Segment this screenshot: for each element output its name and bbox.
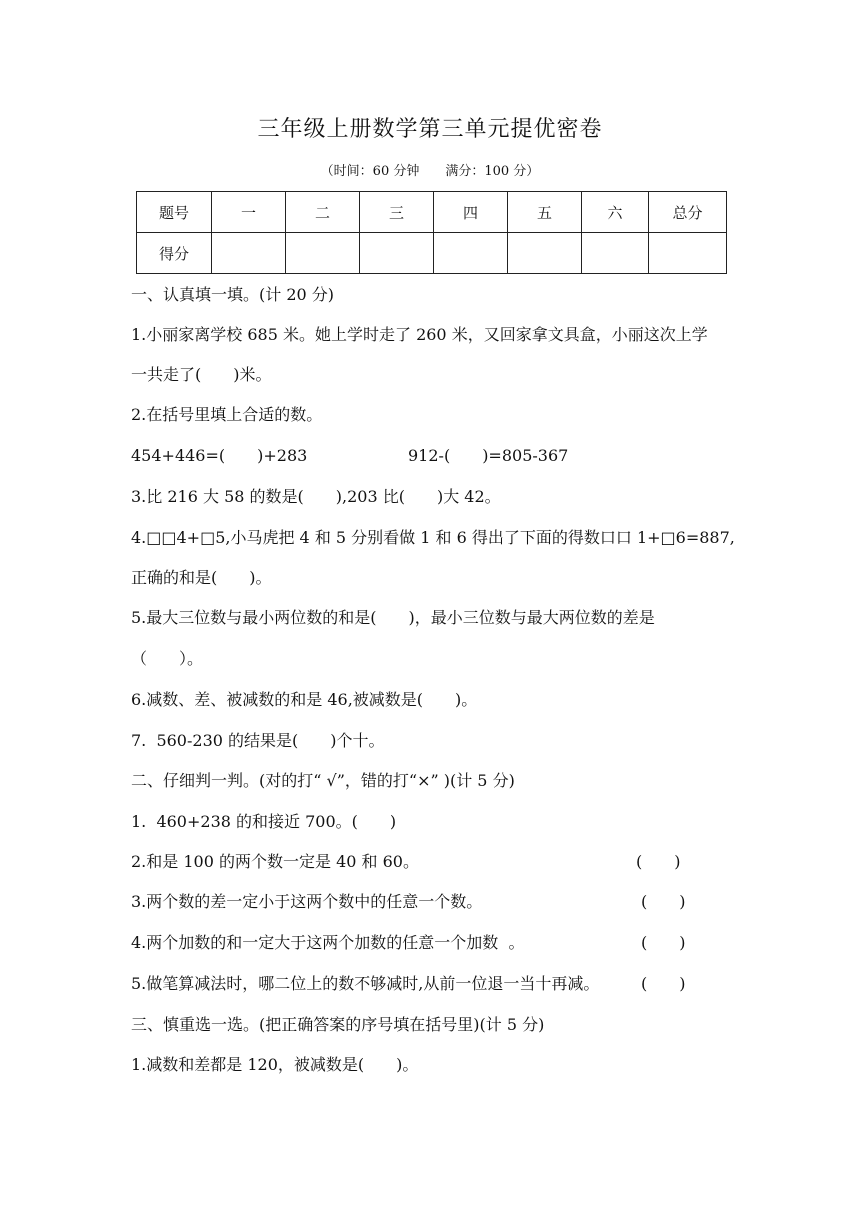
question-2-5: 5.做笔算减法时，哪二位上的数不够减时,从前一位退一当十再减。	[131, 974, 600, 993]
header-cell: 四	[434, 192, 508, 233]
score-cell[interactable]	[649, 233, 727, 274]
full-score: 满分：100 分）	[445, 164, 540, 179]
score-table-header-row	[137, 192, 727, 233]
header-cell: 三	[360, 192, 434, 233]
score-table	[136, 191, 727, 274]
answer-paren: ( )	[641, 933, 686, 952]
section1-heading: 一、认真填一填。(计 20 分)	[131, 285, 335, 304]
question-2-4: 4.两个加数的和一定大于这两个加数的任意一个加数 。	[131, 933, 525, 952]
header-cell: 题号	[137, 192, 212, 233]
answer-paren: ( )	[641, 892, 686, 911]
header-cell: 六	[582, 192, 649, 233]
header-cell: 总分	[649, 192, 727, 233]
section2-heading: 二、仔细判一判。(对的打“ √”，错的打“×” )(计 5 分)	[131, 771, 515, 790]
question-1-6: 6.减数、差、被减数的和是 46,被减数是( )。	[131, 690, 478, 709]
score-cell[interactable]	[434, 233, 508, 274]
question-1-7: 7. 560-230 的结果是( )个十。	[131, 731, 385, 750]
page-title: 三年级上册数学第三单元提优密卷	[257, 117, 603, 142]
question-1-5-line1: 5.最大三位数与最小两位数的和是( )，最小三位数与最大两位数的差是	[131, 608, 655, 627]
score-cell[interactable]	[212, 233, 286, 274]
question-3-1: 1.减数和差都是 120，被减数是( )。	[131, 1055, 419, 1074]
question-1-2b: 912-( )=805-367	[408, 446, 569, 465]
exam-info	[0, 160, 860, 179]
row-label: 得分	[137, 233, 212, 274]
question-1-1-line2: 一共走了( )米。	[131, 365, 272, 384]
question-1-3: 3.比 216 大 58 的数是( ),203 比( )大 42。	[131, 487, 501, 506]
score-cell[interactable]	[508, 233, 582, 274]
question-1-1-line1: 1.小丽家离学校 685 米。她上学时走了 260 米，又回家拿文具盒，小丽这次上学	[131, 325, 708, 344]
question-1-4-line1: 4.□□4+□5,小马虎把 4 和 5 分别看做 1 和 6 得出了下面的得数口口 1+□6=887,	[131, 528, 735, 547]
header-cell: 五	[508, 192, 582, 233]
score-table-score-row	[137, 233, 727, 274]
question-1-5-line2: （ ）。	[131, 649, 204, 668]
score-cell[interactable]	[360, 233, 434, 274]
answer-paren: ( )	[641, 974, 686, 993]
header-cell: 一	[212, 192, 286, 233]
question-1-2: 2.在括号里填上合适的数。	[131, 405, 323, 424]
question-1-2a: 454+446=( )+283	[131, 446, 308, 465]
question-2-1: 1. 460+238 的和接近 700。( )	[131, 812, 397, 831]
section3-heading: 三、慎重选一选。(把正确答案的序号填在括号里)(计 5 分)	[131, 1015, 545, 1034]
score-cell[interactable]	[582, 233, 649, 274]
answer-paren: ( )	[636, 852, 681, 871]
time-limit: （时间：60 分钟	[320, 164, 420, 179]
header-cell: 二	[286, 192, 360, 233]
question-2-2: 2.和是 100 的两个数一定是 40 和 60。	[131, 852, 419, 871]
question-1-4-line2: 正确的和是( )。	[131, 568, 272, 587]
question-2-3: 3.两个数的差一定小于这两个数中的任意一个数。	[131, 892, 483, 911]
score-cell[interactable]	[286, 233, 360, 274]
